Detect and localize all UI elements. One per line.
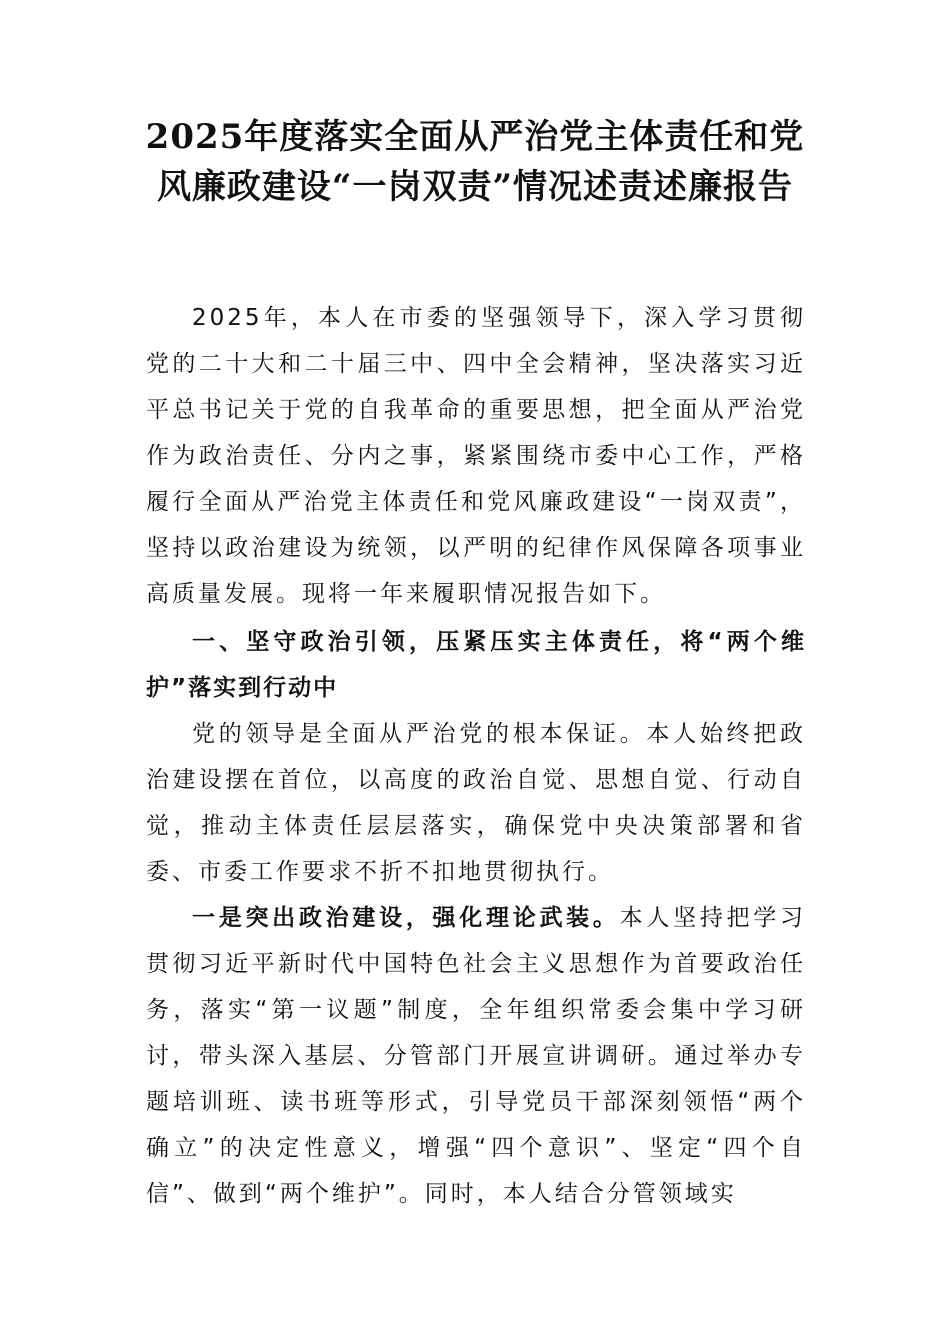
document-body (146, 295, 806, 1217)
section-heading: 一、坚守政治引领，压紧压实主体责任，将“两个维护”落实到行动中 (146, 629, 806, 701)
document-title: 2025年度落实全面从严治党主体责任和党风廉政建设“一岗双责”情况述责述廉报告 (145, 117, 805, 207)
point-paragraph (146, 895, 806, 1217)
section-paragraph: 党的领导是全面从严治党的根本保证。本人始终把政治建设摆在首位，以高度的政治自觉、思想自觉、行动自觉，推动主体责任层层落实，确保党中央决策部署和省委、市委工作要求不折不扣地贯彻执行。 (146, 721, 806, 885)
point-lead: 一是突出政治建设，强化理论武装。 (192, 905, 620, 931)
intro-paragraph: 2025年，本人在市委的坚强领导下，深入学习贯彻党的二十大和二十届三中、四中全会精神，坚决落实习近平总书记关于党的自我革命的重要思想，把全面从严治党作为政治责任、分内之事，紧紧围绕市委中心工作，严格履行全面从严治党主体责任和党风廉政建设“一岗双责”，坚持以政治建设为统领，以严明的纪律作风保障各项事业高质量发展。现将一年来履职情况报告如下。 (146, 305, 806, 607)
point-text: 本人坚持把学习贯彻习近平新时代中国特色社会主义思想作为首要政治任务，落实“第一议题”制度，全年组织常委会集中学习研讨，带头深入基层、分管部门开展宣讲调研。通过举办专题培训班、读书班等形式，引导党员干部深刻领悟“两个确立”的决定性意义，增强“四个意识”、坚定“四个自信”、做到“两个维护”。同时，本人结合分管领域实 (146, 905, 807, 1207)
